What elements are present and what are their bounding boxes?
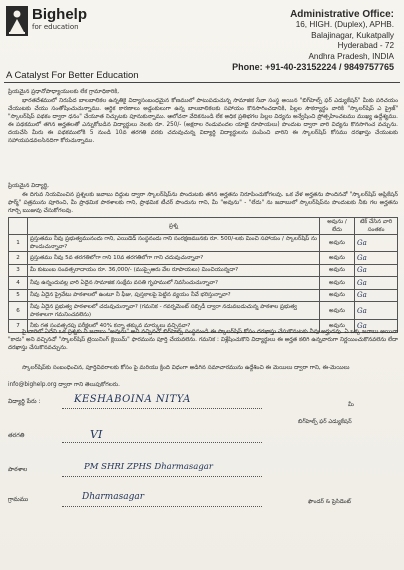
- column-header: [9, 218, 28, 235]
- school-line: [62, 476, 262, 477]
- village-value: Dharmasagar: [82, 492, 144, 502]
- address-line: Andhra Pradesh, INDIA: [308, 51, 394, 61]
- question-text: ప్రస్తుతము నీవు 5వ తరగతిలోగా గాని 10వ తరగతిలోగా గాని చదువుచున్నావా?: [28, 252, 320, 265]
- contact-note: స్కాలర్‌షిప్‌కు సంబంధించిన, పూర్తివివరాలకు కోసం పై మరియు క్రింది విధంగా అడిగిన సమాచారమును ఉద్దేశించి ఈ మెయిలు ద్వారా గాని, ఈ-మెయిలు: [22, 365, 350, 371]
- question-number: 4: [9, 277, 28, 290]
- salutation-parents: ప్రియమైన ప్రధానోపాధ్యాయులకు లేక గ్రామాధికారికి,: [8, 89, 120, 95]
- handwritten-mark: Ga: [357, 291, 367, 300]
- village-label: గ్రామము: [8, 496, 29, 503]
- table-row: [9, 289, 398, 302]
- answer-mark: [355, 235, 398, 252]
- column-header: టిక్ చేసిన వారి సంతకం: [355, 218, 398, 235]
- address-line: Balajinagar, Kukatpally: [311, 30, 394, 40]
- address-line: 16, HIGH. (Duplex), APHB.: [295, 20, 394, 30]
- question-number: 3: [9, 264, 28, 277]
- answer-option: అవును: [320, 264, 355, 277]
- village-line: [62, 506, 262, 507]
- table-row: [9, 277, 398, 290]
- table-row: [9, 235, 398, 252]
- answer-mark: [355, 302, 398, 320]
- salutation-student: ప్రియమైన విద్యార్థి,: [8, 183, 49, 189]
- handwritten-mark: Ga: [357, 306, 367, 315]
- founder-signature: ఫౌండర్ & ప్రెసిడెంట్: [308, 499, 351, 505]
- office-address: [232, 10, 394, 72]
- class-label: తరగతి: [8, 432, 25, 439]
- answer-mark: [355, 277, 398, 290]
- answer-mark: [355, 264, 398, 277]
- office-title: Administrative Office:: [290, 9, 394, 20]
- answer-option: అవును: [320, 289, 355, 302]
- question-text: నీకు గత సంవత్సరపు పరీక్షలలో 40% కన్నా తక్కువ మార్కులు వచ్చినవా?: [28, 320, 320, 333]
- instruction-paragraph: ఈ దిగువ నియమించిన ప్రశ్నలకు జవాబు దిద్దుట ద్వారా స్కాలర్‌షిప్‌ను పొందుటకు తగిన అర్హతను నిరూపించుకోగలవు. ఒక వేళ అర్హతను పొందినచో "స్కాలర్‌షిప్ అప్లికేషన్ ఫార్మ్" పత్రమును పూరించి, మీ ప్రాథమిక పాఠశాలకు గాని, ప్రాథమిక టీచర్ పొందును గాని, మీ "అవును" - "లేదు" ను జవాబులో స్కాలర్‌షిప్‌ను పొందుటకు నీకు గల అర్హతను గూర్చి ఋజువు చేసుకోగలవు.: [8, 192, 398, 215]
- question-number: 7: [9, 320, 28, 333]
- question-text: నీవు ఏదైన ప్రభుత్వ పాఠశాలలో చదువుచున్నావా? (గమనిక - గవర్నమెంట్ సబ్సిడీ ద్వారా నడువబడుచున్న పాఠశాల ప్రభుత్వ పాఠశాలగా గమనించవలెను): [28, 302, 320, 320]
- tagline: A Catalyst For Better Education: [6, 70, 139, 81]
- question-text: నీవు ఉన్నందువల్ల వారి ఏదైన సామాజిక సంక్షేమ వసతి గృహములో నివసించుచున్నావా?: [28, 277, 320, 290]
- question-number: 1: [9, 235, 28, 252]
- column-header: అవును / లేదు: [320, 218, 355, 235]
- intro-paragraph: భారతదేశములో నిరుపేద బాలబాలికల ఉన్నతికై విద్యాసంబంధమైన కోణములో పాటుపడుచున్న సామాజిక సేవా సంస్థ అయిన "బిగ్‌హెల్ప్ ఫర్ ఎడ్యుకేషన్" మీకు పరిచయం చేయుటకు చేయు సంతోషించుచున్నాము. ఆర్థిక కారణాలు అడ్డంకులుగా ఉన్న బాలబాలికలకు సహాయం కొనసాగించడానికి, పిల్లల సౌకర్యార్థం వారికి "స్కాలర్‌షిప్ ఎ ప్రైజ్" "స్కాలర్‌షిప్ పథకం ద్వారా ధనం" చేయూత నిచ్చుటకు పూనుకున్నాము. ఆలోచనా వేదికనుండి లేక అధిక ప్రతిభగల పిల్లల విద్యను అన్వేషించి ప్రోత్సహించటము ముఖ్య ఉద్దేశ్యము. ఈ పథకములో తగిన అర్హతలతో ఎన్నుకోబడిన విద్యార్థులు నెలకు రూ. 250/- (అక్షరాల రెండువందల యాభై రూపాయలు) పొందుట ద్వారా వారి విద్యను కొనసాగించ వచ్చును. దయచేసి మీరు ఈ పథకములోకి 5 నుండి 10వ తరగతి వరకు చదువుచున్న విద్యార్థి విద్యార్థులను పంపించి వారిని ఈ స్కాలర్‌షిప్ కోసము దరఖాస్తు చేయుటకు సహాయపడవలసినదిగా కోరుచున్నాము.: [8, 98, 398, 145]
- handwritten-mark: Ga: [357, 266, 367, 275]
- organization-signature: బిగ్‌హెల్ప్ ఫర్ ఎడ్యుకేషన్: [298, 419, 352, 425]
- question-text: నీవు ఏదైన ప్రైవేటు పాఠశాలలో ఉంటూ నీ ఫీజు, పుస్తకాలపై పెట్టిన వ్యయం నీవే భరిస్తున్నావా?: [28, 289, 320, 302]
- question-text: మీ కుటుంబ సంవత్సరాదాయం రూ. 36,000/- (ముప్పైఆరు వేల రూపాయలు) మించియున్నదా?: [28, 264, 320, 277]
- handwritten-mark: Ga: [357, 321, 367, 330]
- header-divider: [4, 82, 400, 83]
- address-line: Hyderabad - 72: [337, 41, 394, 51]
- handwritten-mark: Ga: [357, 278, 367, 287]
- answer-option: అవును: [320, 277, 355, 290]
- table-row: [9, 264, 398, 277]
- question-number: 6: [9, 302, 28, 320]
- answer-option: అవును: [320, 235, 355, 252]
- question-number: 5: [9, 289, 28, 302]
- handwritten-mark: Ga: [357, 239, 367, 247]
- class-line: [62, 442, 262, 443]
- question-number: 2: [9, 252, 28, 265]
- student-name-value: KESHABOINA NITYA: [74, 394, 191, 405]
- column-header: ప్రశ్న: [28, 218, 320, 235]
- eligibility-table: [8, 217, 398, 333]
- class-value: VI: [90, 428, 103, 441]
- email-line: info@bighelp.org ద్వారా గాని తెలుపుకోగలరు.: [8, 382, 120, 388]
- table-header-row: [9, 218, 398, 235]
- brand-name: Bighelp: [32, 6, 87, 23]
- school-label: పాఠశాల: [8, 466, 28, 473]
- answer-option: అవును: [320, 302, 355, 320]
- eligibility-note: పై వారిలో ఏదేని ఒక ప్రశ్నకు నీ జవాబు "అవును" అని వచ్చినచో బిగ్‌హెల్ప్ సంస్థనుండి ఈ స్కాలర్‌షిప్ కోసం దరఖాస్తు చేసుకొనుటకు నీవు అర్హుడవు. ఏ ఒక్క జవాబు అయినా "కాదు" అని వచ్చినచో "స్కాలర్‌షిప్ ట్రెయినింగ్ క్లెయిమ్" ఫారమును పూర్తి చేయవలెను. గమనిక : విశ్లేషించుకొని విద్యార్థులు ఈ అర్హత కలిగి ఉన్నవారుగా నిర్ణయించుకొనవలెను లేదా దరఖాస్తు చేసుకొనవచ్చును.: [8, 329, 398, 352]
- bighelp-logo-icon: [6, 6, 28, 36]
- answer-mark: [355, 252, 398, 265]
- answer-option: అవును: [320, 252, 355, 265]
- answer-mark: [355, 289, 398, 302]
- student-name-label: విద్యార్థి పేరు :: [8, 398, 41, 405]
- question-text: ప్రస్తుతము నీవు ప్రభుత్వమునందు గాని, ఎయిడెడ్ సంస్థనందు గాని సంరక్షణమునకు రూ. 500/-లకు మించి సహాయం / స్కాలర్‌షిప్ ను పొందుచున్నావా?: [28, 235, 320, 252]
- table-row: [9, 302, 398, 320]
- student-name-line: [62, 408, 262, 409]
- school-value: PM SHRI ZPHS Dharmasagar: [84, 462, 213, 472]
- closing-word: మీ: [348, 402, 354, 408]
- brand-subtitle: for education: [32, 23, 79, 31]
- answer-option: అవును: [320, 320, 355, 333]
- table-row: [9, 252, 398, 265]
- handwritten-mark: Ga: [357, 253, 367, 262]
- phone-number: Phone: +91-40-23152224 / 9849757765: [232, 62, 394, 73]
